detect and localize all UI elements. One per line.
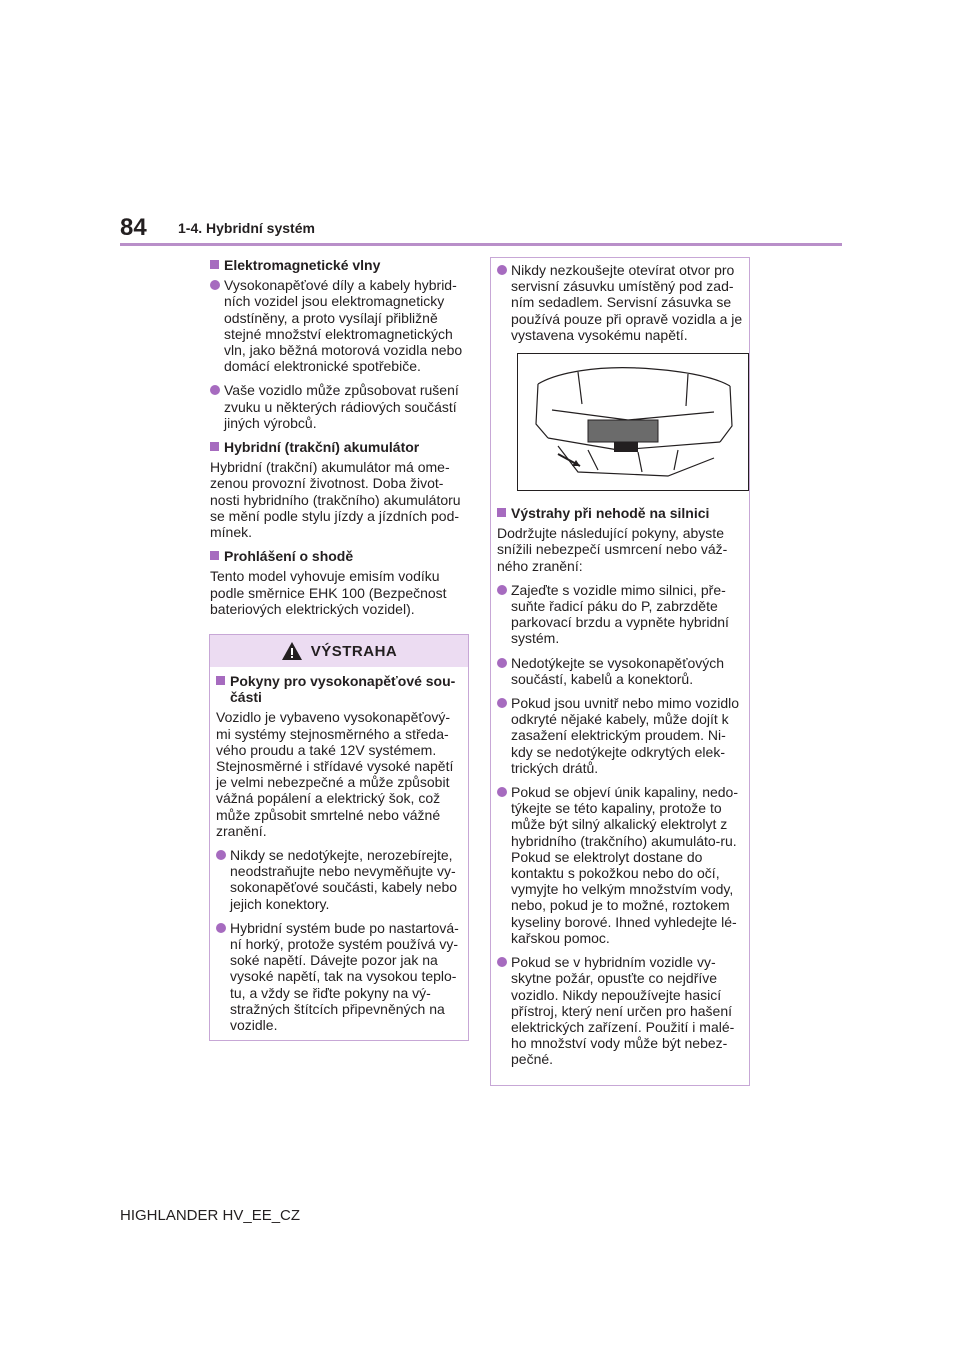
round-bullet-icon [497,957,507,967]
bullet-item: Pokud jsou uvnitř nebo mimo vozidlo odkryté nějaké kabely, může dojít k zasažení elektrickým proudem. Ni-kdy se nedotýkejte odkrytých elek-trických drátů. [497,695,743,776]
paragraph: Dodržujte následující pokyny, abyste snížili nebezpečí usmrcení nebo váž-ného zranění: [497,525,728,574]
square-bullet-icon [216,676,225,685]
bullet-item: Pokud se v hybridním vozidle vy-skytne požár, opusťte co nejdříve vozidlo. Nikdy nepoužívejte hasicí přístroj, který není určen pro hašení elektrických zařízení. Použití i malé-ho množství vody může být nebez-pečné. [497,954,743,1067]
round-bullet-icon [497,698,507,708]
warning-triangle-icon [281,641,303,661]
warning-body [210,667,468,1033]
header-rule [120,243,842,246]
square-bullet-icon [210,260,219,269]
bullet-item: Pokud se objeví únik kapaliny, nedo-týkejte se této kapaliny, protože to může být silný alkalický elektrolyt z hybridního (trakčního) akumuláto-ru. Pokud se elektrolyt dostane do kontaktu s pokožkou nebo do očí, vymyjte ho velkým množstvím vody, nebo, pokud je to možné, roztokem kyseliny borové. Ihned vyhledejte lé-kařskou pomoc. [497,784,743,946]
section-heading: Elektromagnetické vlny [210,257,470,273]
section-heading: Prohlášení o shodě [210,548,470,564]
paragraph: Hybridní (trakční) akumulátor má ome-zenou provozní životnost. Doba život-nosti hybridního (trakčního) akumulátoru se mění podle stylu jízdy a jízdních pod-mínek. [210,459,461,541]
paragraph: Vozidlo je vybaveno vysokonapěťový-mi systémy stejnosměrného a středa-vého proudu a také 12V systémem. Stejnosměrné i střídavé vysoké napětí je velmi nebezpečné a může způsobit vážná popálení a elektrický šok, což může způsobit smrtelné nebo vážné zranění. [216,709,454,839]
warning-header [210,635,468,667]
round-bullet-icon [497,787,507,797]
bullet-item: Nedotýkejte se vysokonapěťových součástí, kabelů a konektorů. [497,655,743,687]
seat-battery-illustration [517,353,749,491]
bullet-item: Zajeďte s vozidle mimo silnici, pře-suňte řadicí páku do P, zabrzděte parkovací brzdu a vypněte hybridní systém. [497,582,743,647]
round-bullet-icon [210,385,220,395]
section-heading: Výstrahy při nehodě na silnici [497,505,743,521]
bullet-item: Vaše vozidlo může způsobovat rušení zvuku u některých rádiových součástí jiných výrobců. [210,382,470,431]
bullet-item: Nikdy se nedotýkejte, nerozebírejte, neodstraňujte nebo nevyměňujte vy-sokonapěťové součásti, kabely nebo jejich konektory. [216,847,462,912]
paragraph: Tento model vyhovuje emisím vodíku podle směrnice EHK 100 (Bezpečnost bateriových elektrických vozidel). [210,568,447,617]
warning-heading: Pokyny pro vysokonapěťové sou-části [216,673,462,705]
round-bullet-icon [210,280,220,290]
round-bullet-icon [497,658,507,668]
right-warning-box [490,257,750,1086]
left-column [210,257,470,625]
square-bullet-icon [210,442,219,451]
page-number: 84 [120,214,147,241]
footer-model: HIGHLANDER HV_EE_CZ [120,1207,301,1224]
bullet-item: Hybridní systém bude po nastartová-ní horký, protože systém používá vy-soké napětí. Dávejte pozor jak na vysoké napětí, tak na vysokou teplo-tu, a vždy se řiďte pokyny na vý-stražných štítcích připevněných na vozidle. [216,920,462,1033]
round-bullet-icon [216,923,226,933]
round-bullet-icon [216,850,226,860]
chapter-title: 1-4. Hybridní systém [178,220,315,236]
section-heading: Hybridní (trakční) akumulátor [210,439,470,455]
bullet-item: Vysokonapěťové díly a kabely hybrid-ních vozidel jsou elektromagneticky odstíněny, a proto vysílají přibližně stejné množství elektromagnetických vln, jako běžná motorová vozidla nebo domácí elektronické spotřebiče. [210,277,470,374]
warning-box [209,634,469,1041]
warning-label: VÝSTRAHA [310,642,398,660]
round-bullet-icon [497,585,507,595]
round-bullet-icon [497,265,507,275]
square-bullet-icon [210,551,219,560]
square-bullet-icon [497,508,506,517]
rear-seat-illustration [518,354,748,490]
bullet-item: Nikdy nezkoušejte otevírat otvor pro servisní zásuvku umístěný pod zad-ním sedadlem. Servisní zásuvka se používá pouze při opravě vozidla a je vystavena vysokému napětí. [497,262,743,343]
